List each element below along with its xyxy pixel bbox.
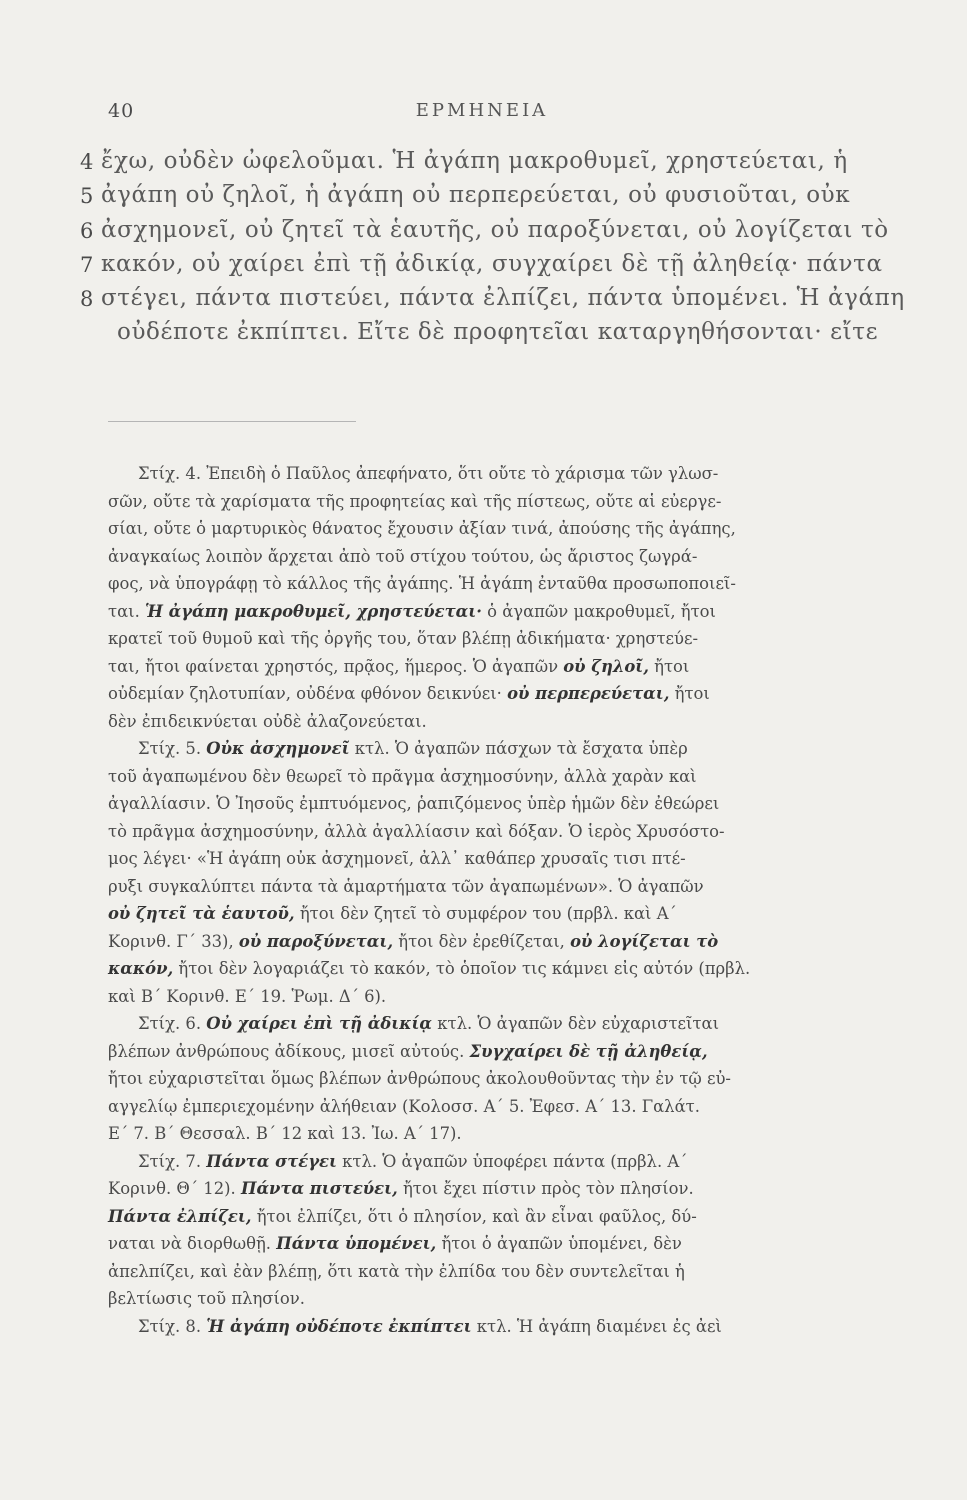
commentary-line (108, 488, 866, 516)
commentary-segment: τὸ πρᾶγμα ἀσχημοσύνην, ἀλλὰ ἀγαλλίασιν καὶ δόξαν. Ὁ ἱερὸς Χρυσόστο- (108, 821, 725, 841)
commentary-line (108, 928, 866, 956)
commentary-segment: Κορινθ. Θ΄ 12). (108, 1179, 241, 1198)
commentary-line (108, 515, 866, 543)
commentary-segment: Κορινθ. Γ΄ 33), (108, 931, 239, 951)
quoted-phrase: Οὐ χαίρει ἐπὶ τῇ ἀδικίᾳ (206, 1014, 433, 1033)
commentary-segment: κρατεῖ τοῦ θυμοῦ καὶ τῆς ὀργῆς του, ὅταν βλέπῃ ἀδικήματα· χρηστεύε- (108, 629, 699, 648)
verse-number: 4 (80, 150, 94, 174)
commentary-line (108, 845, 866, 873)
verse-number: 6 (80, 218, 94, 243)
verse-line (80, 182, 860, 216)
commentary-line (108, 1313, 866, 1341)
quoted-phrase: οὐ περπερεύεται, (507, 684, 670, 703)
quoted-phrase: οὐ λογίζεται τὸ (570, 931, 719, 951)
verse-number: 5 (80, 184, 94, 209)
commentary-segment: ται. (108, 601, 145, 621)
commentary-segment: ρυξι συγκαλύπτει πάντα τὰ ἁμαρτήματα τῶν ἀγαπωμένων». Ὁ ἀγαπῶν (108, 876, 704, 896)
verse-line (80, 319, 879, 353)
scripture-text (80, 148, 905, 354)
commentary-line (108, 1120, 866, 1148)
commentary-segment: Στίχ. 6. (138, 1014, 207, 1033)
commentary-segment: Ε΄ 7. Β΄ Θεσσαλ. Β΄ 12 καὶ 13. Ἰω. Α΄ 17). (108, 1124, 462, 1143)
commentary-segment: τοῦ ἀγαπωμένου δὲν θεωρεῖ τὸ πρᾶγμα ἀσχημοσύνην, ἀλλὰ χαρὰν καὶ (108, 766, 697, 786)
commentary-line (108, 680, 866, 708)
commentary-line (108, 735, 866, 763)
quoted-phrase: Συγχαίρει δὲ τῇ ἀληθείᾳ, (469, 1041, 708, 1061)
commentary-segment: ἀγαλλίασιν. Ὁ Ἰησοῦς ἐμπτυόμενος, ῥαπιζόμενος ὑπὲρ ἡμῶν δὲν ἐθεώρει (108, 794, 720, 813)
quoted-phrase: κακόν, (108, 959, 174, 978)
verse-text: οὐδέποτε ἐκπίπτει. Εἴτε δὲ προφητεῖαι καταργηθήσονται· εἴτε (117, 319, 879, 346)
commentary-segment: βελτίωσις τοῦ πλησίον. (108, 1289, 305, 1308)
verse-number: 7 (80, 252, 94, 277)
commentary-segment: Στίχ. 8. (138, 1316, 207, 1336)
commentary-segment: δὲν ἐπιδεικνύεται οὐδὲ ἀλαζονεύεται. (108, 711, 427, 731)
commentary-segment: ἤτοι δὲν ἐρεθίζεται, (393, 931, 571, 951)
commentary-line (108, 570, 866, 598)
verse-number: 8 (80, 287, 94, 312)
commentary-segment: σῶν, οὔτε τὰ χαρίσματα τῆς προφητείας καὶ τῆς πίστεως, οὔτε αἱ εὐεργε- (108, 491, 722, 511)
commentary-line (108, 543, 866, 571)
commentary-segment: ἤτοι (648, 656, 690, 676)
commentary-line (108, 460, 866, 488)
commentary-line (108, 598, 866, 626)
quoted-phrase: Οὐκ ἀσχημονεῖ (206, 739, 350, 758)
verse-line (80, 285, 905, 319)
commentary-line (108, 790, 866, 818)
commentary-line (108, 900, 866, 928)
commentary-line (108, 708, 866, 736)
verse-text: ἀσχημονεῖ, οὐ ζητεῖ τὰ ἑαυτῆς, οὐ παροξύνεται, οὐ λογίζεται τὸ (101, 216, 889, 243)
commentary-segment: κτλ. Ὁ ἀγαπῶν πάσχων τὰ ἔσχατα ὑπὲρ (349, 739, 688, 758)
verse-text: ἀγάπη οὐ ζηλοῖ, ἡ ἀγάπη οὐ περπερεύεται, οὐ φυσιοῦται, οὐκ (101, 182, 851, 209)
commentary-segment: βλέπων ἀνθρώπους ἀδίκους, μισεῖ αὐτούς. (108, 1041, 470, 1061)
commentary-text (108, 460, 866, 1340)
commentary-segment: ἤτοι δὲν ζητεῖ τὸ συμφέρον του (πρβλ. καὶ Α΄ (294, 904, 677, 923)
commentary-segment: Στίχ. 7. (138, 1151, 207, 1171)
page-number: 40 (108, 100, 135, 122)
quoted-phrase: Πάντα ὑπομένει, (276, 1234, 437, 1253)
commentary-line (108, 955, 866, 983)
commentary-line (108, 1203, 866, 1231)
commentary-segment: ται, ἤτοι φαίνεται χρηστός, πρᾷος, ἥμερος. Ὁ ἀγαπῶν (108, 656, 564, 676)
commentary-segment: Στίχ. 4. Ἐπειδὴ ὁ Παῦλος ἀπεφήνατο, ὅτι οὔτε τὸ χάρισμα τῶν γλωσ- (138, 464, 719, 483)
commentary-line (108, 1065, 866, 1093)
commentary-segment: Στίχ. 5. (138, 739, 207, 758)
quoted-phrase: οὐ ζηλοῖ, (563, 656, 649, 676)
commentary-segment: ναται νὰ διορθωθῇ. (108, 1234, 277, 1253)
commentary-line (108, 625, 866, 653)
commentary-segment: ἀναγκαίως λοιπὸν ἄρχεται ἀπὸ τοῦ στίχου τούτου, ὡς ἄριστος ζωγρά- (108, 546, 698, 566)
commentary-line (108, 1093, 866, 1121)
commentary-line (108, 1175, 866, 1203)
commentary-line (108, 1285, 866, 1313)
commentary-line (108, 653, 866, 681)
commentary-line (108, 1230, 866, 1258)
commentary-segment: κτλ. Ἡ ἀγάπη διαμένει ἐς ἀεὶ (471, 1316, 722, 1336)
commentary-segment: ἤτοι εὐχαριστεῖται ὅμως βλέπων ἀνθρώπους ἀκολουθοῦντας τὴν ἐν τῷ εὐ- (108, 1069, 731, 1088)
commentary-line (108, 1010, 866, 1038)
commentary-line (108, 983, 866, 1011)
quoted-phrase: Πάντα ἐλπίζει, (108, 1206, 252, 1226)
commentary-line (108, 818, 866, 846)
commentary-segment: ἤτοι δὲν λογαριάζει τὸ κακόν, τὸ ὁποῖον τις κάμνει εἰς αὐτόν (πρβλ. (173, 959, 751, 978)
commentary-segment: ἀπελπίζει, καὶ ἐὰν βλέπῃ, ὅτι κατὰ τὴν ἐλπίδα του δὲν συντελεῖται ἡ (108, 1261, 685, 1281)
verse-line (80, 250, 883, 285)
commentary-line (108, 1038, 866, 1066)
separator-rule (108, 421, 356, 422)
commentary-line (108, 873, 866, 901)
commentary-segment: ἤτοι (669, 684, 710, 703)
commentary-segment: καὶ Β΄ Κορινθ. Ε΄ 19. Ῥωμ. Δ΄ 6). (108, 986, 387, 1006)
commentary-line (108, 1148, 866, 1176)
verse-text: κακόν, οὐ χαίρει ἐπὶ τῇ ἀδικίᾳ, συγχαίρει δὲ τῇ ἀληθείᾳ· πάντα (101, 250, 883, 277)
verse-line (80, 216, 889, 251)
quoted-phrase: Ἡ ἀγάπη οὐδέποτε ἐκπίπτει (206, 1316, 472, 1336)
commentary-segment: αγγελίῳ ἐμπεριεχομένην ἀλήθειαν (Κολοσσ. Α΄ 5. Ἐφεσ. Α΄ 13. Γαλάτ. (108, 1096, 700, 1116)
page-header (108, 100, 856, 134)
commentary-segment: σίαι, οὔτε ὁ μαρτυρικὸς θάνατος ἔχουσιν ἀξίαν τινά, ἀπούσης τῆς ἀγάπης, (108, 519, 736, 538)
commentary-line (108, 763, 866, 791)
commentary-segment: φος, νὰ ὑπογράφῃ τὸ κάλλος τῆς ἀγάπης. Ἡ ἀγάπη ἐνταῦθα προσωποποιεῖ- (108, 574, 736, 593)
verse-text: στέγει, πάντα πιστεύει, πάντα ἐλπίζει, πάντα ὑπομένει. Ἡ ἀγάπη (101, 285, 905, 312)
quoted-phrase: Ἡ ἀγάπη μακροθυμεῖ, χρηστεύεται· (144, 601, 482, 621)
quoted-phrase: οὐ ζητεῖ τὰ ἑαυτοῦ, (108, 904, 295, 923)
verse-text: ἔχω, οὐδὲν ὠφελοῦμαι. Ἡ ἀγάπη μακροθυμεῖ, χρηστεύεται, ἡ (101, 148, 848, 174)
commentary-line (108, 1258, 866, 1286)
commentary-segment: ὁ ἀγαπῶν μακροθυμεῖ, ἤτοι (481, 601, 716, 621)
verse-line (80, 148, 860, 182)
commentary-segment: κτλ. Ὁ ἀγαπῶν ὑποφέρει πάντα (πρβλ. Α΄ (336, 1151, 688, 1171)
quoted-phrase: Πάντα στέγει (206, 1151, 337, 1171)
commentary-segment: μος λέγει· «Ἡ ἀγάπη οὐκ ἀσχημονεῖ, ἀλλ᾽ καθάπερ χρυσαῖς τισι πτέ- (108, 849, 686, 868)
commentary-segment: ἤτοι ἐλπίζει, ὅτι ὁ πλησίον, καὶ ἂν εἶναι φαῦλος, δύ- (251, 1206, 697, 1226)
commentary-segment: οὐδεμίαν ζηλοτυπίαν, οὐδένα φθόνον δεικνύει· (108, 684, 508, 703)
commentary-segment: ἤτοι ἔχει πίστιν πρὸς τὸν πλησίον. (397, 1179, 694, 1198)
commentary-segment: κτλ. Ὁ ἀγαπῶν δὲν εὐχαριστεῖται (432, 1014, 720, 1033)
quoted-phrase: Πάντα πιστεύει, (240, 1179, 398, 1198)
running-title: ΕΡΜΗΝΕΙΑ (415, 100, 549, 121)
quoted-phrase: οὐ παροξύνεται, (238, 931, 394, 951)
commentary-segment: ἤτοι ὁ ἀγαπῶν ὑπομένει, δὲν (436, 1234, 682, 1253)
